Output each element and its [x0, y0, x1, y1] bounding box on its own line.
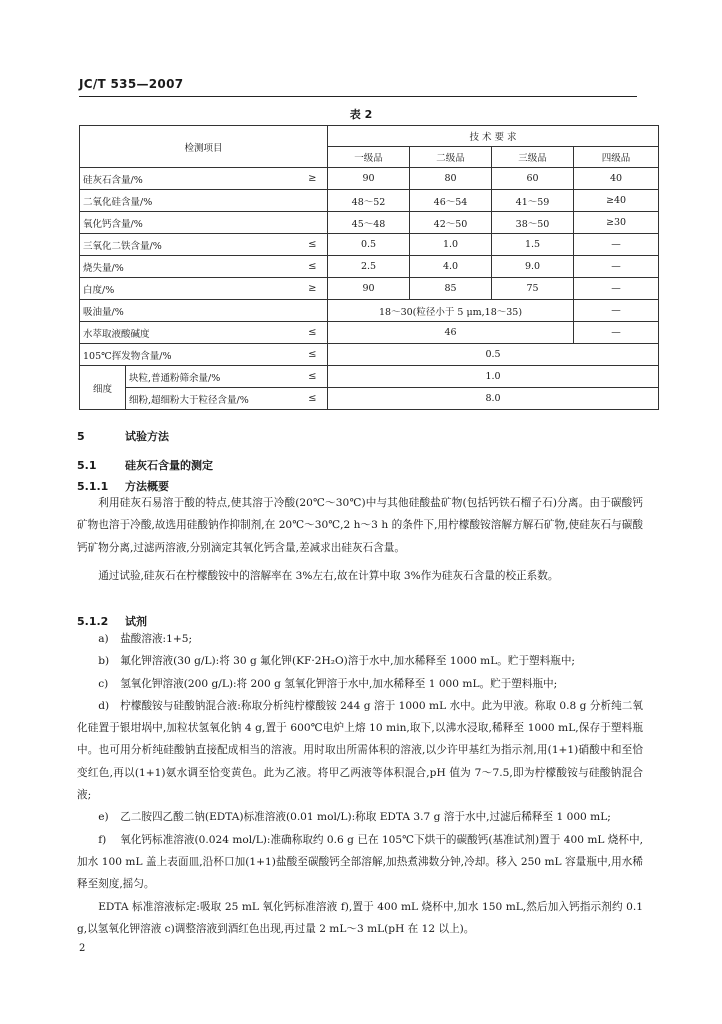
table-row [80, 278, 659, 300]
section-number: 5 [77, 430, 85, 443]
item-name: 105℃挥发物含量/% [80, 344, 298, 366]
grade-value: — [574, 322, 659, 344]
grade-value: 80 [410, 168, 492, 190]
table-row [80, 322, 659, 344]
item-text: 柠檬酸铵与硅酸钠混合液:称取分析纯柠檬酸铵 244 g 溶于 1000 mL 水中。此为甲液。称取 0.8 g 分析纯二氧化硅置于银坩埚中,加粒状氢氧化钠 4 g,置于 600℃电炉上熔 10 min,取下,以沸水浸取,稀释至 1000 mL,保存于塑料瓶中。也可用分析纯硅酸钠直接配成相当的溶液。用时取出所需体积的溶液,以少许甲基红为指示剂,用(1+1)硝酸中和至恰变红色,再以(1+1)氨水调至恰变黄色。此为乙液。将甲乙两液等体积混合,pH 值为 7～7.5,即为柠檬酸铵与硅酸钠混合液; [77, 699, 643, 802]
merged-value: 8.0 [328, 388, 659, 410]
list-item [77, 673, 643, 695]
merged-value: 0.5 [328, 344, 659, 366]
section-number: 5.1.2 [77, 615, 109, 628]
item-text: 氧化钙标准溶液(0.024 mol/L):准确称取约 0.6 g 已在 105℃下烘干的碳酸钙(基准试剂)置于 400 mL 烧杯中,加水 100 mL 盖上表面皿,沿杯口加(1+1)盐酸至碳酸钙全部溶解,加热煮沸数分钟,冷却。移入 250 mL 容量瓶中,用水稀释至刻度,摇匀。 [77, 833, 643, 891]
item-name: 块粒,普通粉筛余量/% [126, 366, 298, 388]
table-row [80, 300, 659, 322]
standard-number: JC/T 535—2007 [79, 77, 184, 91]
grade-value: — [574, 278, 659, 300]
table-header-row [80, 126, 659, 147]
grade-value: ≥40 [574, 190, 659, 212]
item-text: 乙二胺四乙酸二钠(EDTA)标准溶液(0.01 mol/L):称取 EDTA 3.7 g 溶于水中,过滤后稀释至 1 000 mL; [120, 811, 611, 824]
item-name: 氧化钙含量/% [80, 212, 298, 234]
operator-empty [298, 300, 328, 322]
grade-value: 2.5 [328, 256, 410, 278]
list-item [77, 628, 643, 650]
grade-value: 90 [328, 278, 410, 300]
page-number: 2 [79, 943, 86, 954]
section-heading [77, 428, 169, 444]
item-text: 氟化钾溶液(30 g/L):将 30 g 氟化钾(KF·2H₂O)溶于水中,加水稀释至 1000 mL。贮于塑料瓶中; [120, 655, 575, 668]
list-item [77, 806, 643, 828]
grade-value: 0.5 [328, 234, 410, 256]
grade-value: 9.0 [492, 256, 574, 278]
grade-value: 42～50 [410, 212, 492, 234]
section-number: 5.1 [77, 459, 97, 472]
section-title: 方法概要 [125, 480, 169, 493]
list-item [77, 650, 643, 672]
item-label: c) [98, 677, 109, 690]
grade-value: 1.5 [492, 234, 574, 256]
operator [298, 212, 328, 234]
reagent-list [77, 628, 643, 940]
item-name: 吸油量/% [80, 300, 298, 322]
grade-value: — [574, 234, 659, 256]
operator: ≤ [298, 388, 328, 410]
operator [298, 190, 328, 212]
item-name: 烧失量/% [80, 256, 298, 278]
section-number: 5.1.1 [77, 480, 109, 493]
table-title: 表 2 [349, 108, 373, 121]
tech-header: 技 术 要 求 [328, 126, 659, 147]
table-row [80, 366, 659, 388]
grade-value: 45～48 [328, 212, 410, 234]
operator: ≥ [298, 278, 328, 300]
header-rule [79, 96, 637, 97]
grade-value: 38～50 [492, 212, 574, 234]
grade-value: 1.0 [410, 234, 492, 256]
grade-value: 85 [410, 278, 492, 300]
paragraph: 通过试验,硅灰石在柠檬酸铵中的溶解率在 3%左右,故在计算中取 3%作为硅灰石含量的校正系数。 [98, 569, 559, 582]
item-name: 细粉,超细粉大于粒径含量/% [126, 388, 298, 410]
grade-value: 46～54 [410, 190, 492, 212]
fineness-label: 细度 [80, 366, 126, 410]
paragraph: EDTA 标准溶液标定:吸取 25 mL 氧化钙标准溶液 f),置于 400 mL 烧杯中,加水 150 mL,然后加入钙指示剂约 0.1 g,以氢氧化钾溶液 c)调整溶液到酒红色出现,再过量 2 mL～3 mL(pH 在 12 以上)。 [77, 900, 643, 935]
grade-value: 48～52 [328, 190, 410, 212]
item-name: 水萃取液酸碱度 [80, 322, 298, 344]
item-label: d) [98, 699, 110, 712]
grade-value: 40 [574, 168, 659, 190]
merged-value: 1.0 [328, 366, 659, 388]
grade-value: — [574, 256, 659, 278]
specification-table [79, 125, 659, 410]
operator: ≤ [298, 344, 328, 366]
table-row [80, 256, 659, 278]
section-title: 试验方法 [125, 430, 169, 443]
subsection-heading [77, 457, 213, 473]
merged-value: 46 [328, 322, 574, 344]
paragraph: 利用硅灰石易溶于酸的特点,使其溶于冷酸(20℃～30℃)中与其他硅酸盐矿物(包括钙铁石榴子石)分离。由于碳酸钙矿物也溶于冷酸,故选用硅酸钠作抑制剂,在 20℃～30℃,2 h～3 h 的条件下,用柠檬酸铵溶解方解石矿物,使硅灰石与碳酸钙矿物分离,过滤两溶液,分别滴定其氧化钙含量,差减求出硅灰石含量。 [77, 497, 643, 554]
operator: ≤ [298, 234, 328, 256]
table-row [80, 234, 659, 256]
grade-value: 41～59 [492, 190, 574, 212]
grade-header: 四级品 [574, 147, 659, 168]
section-title: 试剂 [125, 615, 147, 628]
item-label: a) [98, 633, 109, 645]
operator: ≤ [298, 322, 328, 344]
section-title: 硅灰石含量的测定 [125, 459, 213, 472]
item-text: 氢氧化钾溶液(200 g/L):将 200 g 氢氧化钾溶于水中,加水稀释至 1 000 mL。贮于塑料瓶中; [120, 677, 558, 690]
item-label: f) [98, 833, 107, 846]
grade-value: 90 [328, 168, 410, 190]
item-text: 盐酸溶液:1+5; [120, 633, 193, 645]
grade-value: ≥30 [574, 212, 659, 234]
item-label: b) [98, 655, 110, 668]
subsection-heading [77, 613, 147, 629]
operator: ≤ [298, 366, 328, 388]
grade-header: 二级品 [410, 147, 492, 168]
item-name: 白度/% [80, 278, 298, 300]
merged-value: 18～30(粒径小于 5 μm,18～35) [328, 300, 574, 322]
operator: ≥ [298, 168, 328, 190]
item-label: e) [98, 811, 109, 824]
grade-value: 75 [492, 278, 574, 300]
table-row [80, 212, 659, 234]
list-item [77, 829, 643, 896]
item-name: 二氧化硅含量/% [80, 190, 298, 212]
item-name: 三氧化二铁含量/% [80, 234, 298, 256]
item-name: 硅灰石含量/% [80, 168, 298, 190]
grade-value: — [574, 300, 659, 322]
table-row [80, 168, 659, 190]
table-row [80, 388, 659, 410]
table-row [80, 190, 659, 212]
item-header: 检测项目 [80, 126, 328, 168]
table-row [80, 344, 659, 366]
grade-header: 一级品 [328, 147, 410, 168]
operator: ≤ [298, 256, 328, 278]
list-item [77, 695, 643, 806]
method-summary [77, 492, 643, 587]
grade-value: 4.0 [410, 256, 492, 278]
grade-header: 三级品 [492, 147, 574, 168]
grade-value: 60 [492, 168, 574, 190]
